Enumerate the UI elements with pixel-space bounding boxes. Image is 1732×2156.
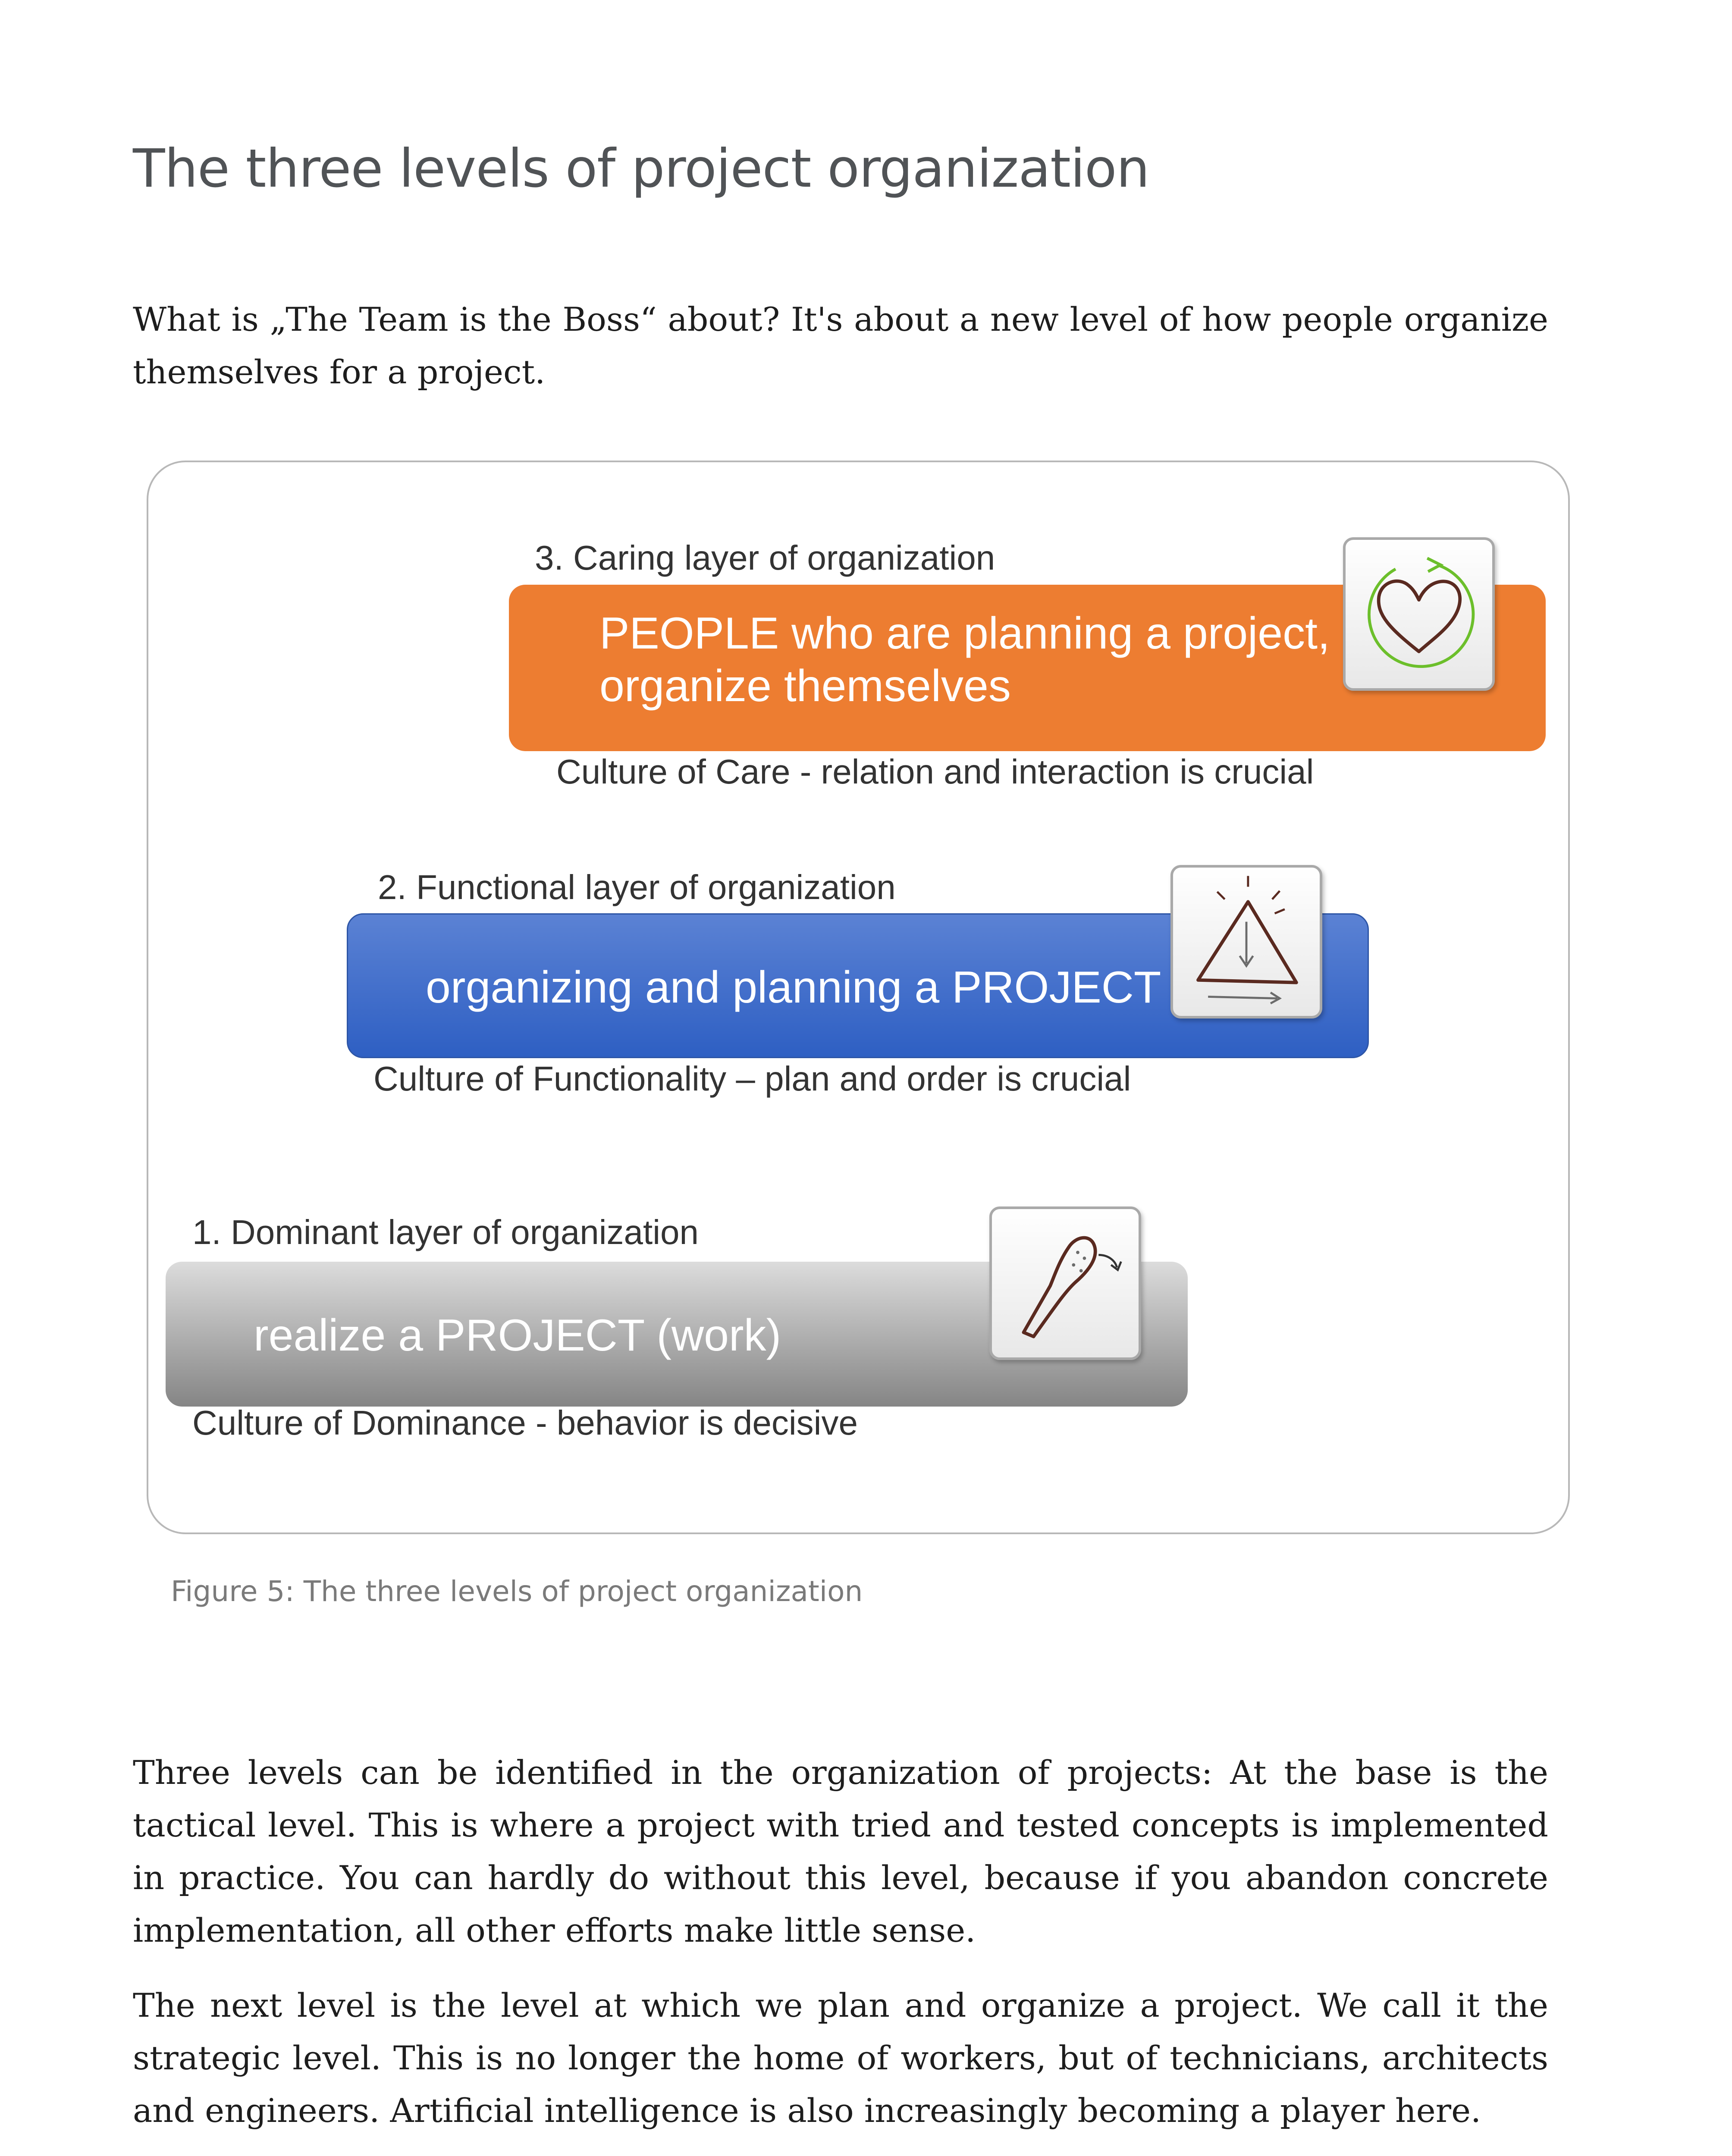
- dominant-layer-title: 1. Dominant layer of organization: [192, 1213, 699, 1251]
- triangle-icon: [1170, 865, 1322, 1018]
- dominant-layer-text: realize a PROJECT (work): [254, 1310, 781, 1360]
- caring-layer-title: 3. Caring layer of organization: [535, 539, 995, 577]
- caring-layer-culture: Culture of Care - relation and interaction is crucial: [556, 752, 1314, 791]
- functional-layer-text: organizing and planning a PROJECT: [426, 962, 1161, 1012]
- dominant-layer-culture: Culture of Dominance - behavior is decisive: [192, 1404, 858, 1442]
- page-title: The three levels of project organization: [133, 138, 1149, 199]
- caring-layer-text: PEOPLE who are planning a project, organize themselves: [599, 608, 1330, 711]
- functional-layer-culture: Culture of Functionality – plan and order is crucial: [373, 1059, 1131, 1098]
- heart-icon: [1343, 537, 1495, 691]
- intro-paragraph: What is „The Team is the Boss“ about? It's about a new level of how people organize themselves for a project.: [133, 300, 1548, 391]
- club-icon: [989, 1206, 1141, 1360]
- body-paragraph: Three levels can be identified in the organization of projects: At the base is the tactical level. This is where a project with tried and tested concepts is implemented in practice. You can hardly do without this level, because if you abandon concrete implementation, all other efforts make little sense.: [133, 1753, 1548, 1949]
- figure-caption: Figure 5: The three levels of project organization: [171, 1575, 863, 1608]
- functional-layer-title: 2. Functional layer of organization: [378, 868, 896, 906]
- body-paragraph: The next level is the level at which we plan and organize a project. We call it the strategic level. This is no longer the home of workers, but of technicians, architects and engineers. Artificial intelligence is also increasingly becoming a player here.: [133, 1986, 1548, 2130]
